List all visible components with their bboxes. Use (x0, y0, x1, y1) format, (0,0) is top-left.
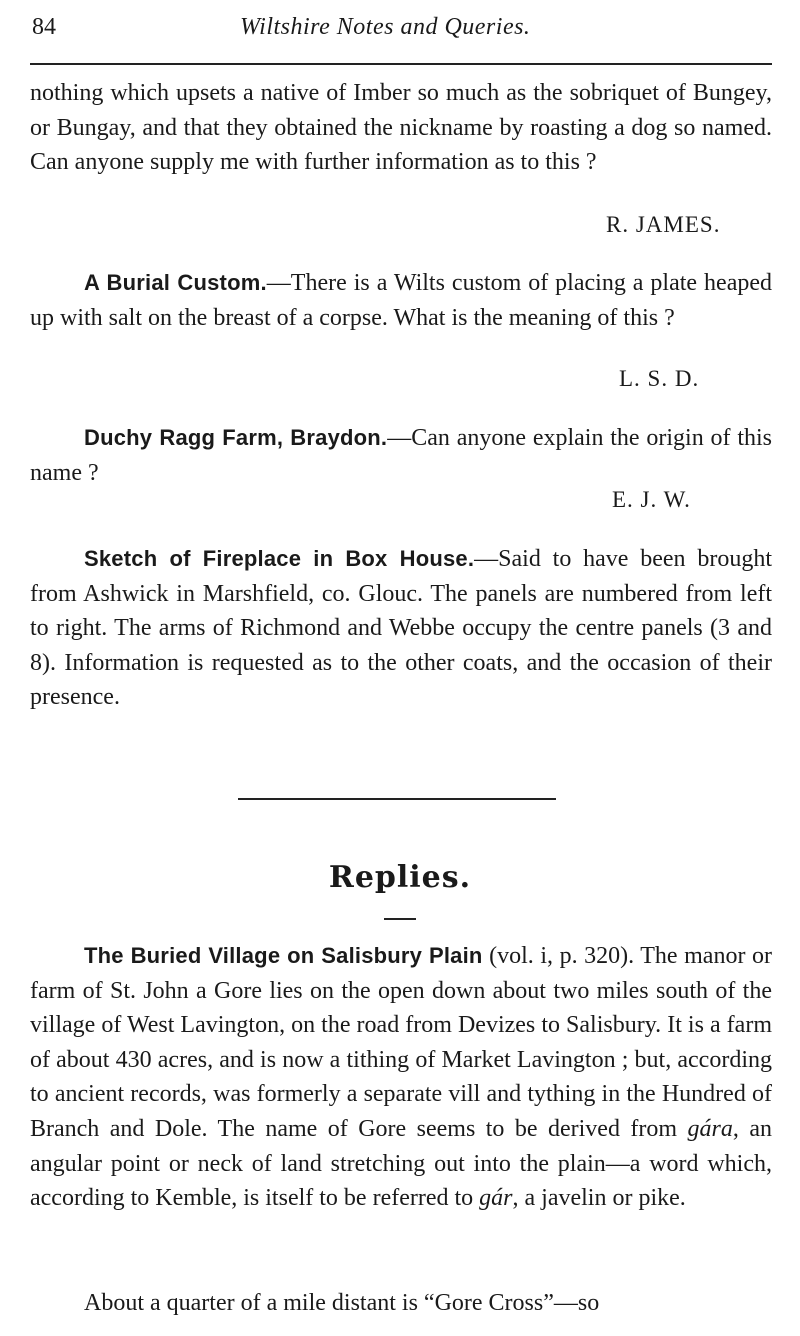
body-duchy-ragg: —Can anyone explain the origin of this name ? (30, 425, 772, 486)
body-burial-custom: —There is a Wilts custom of placing a plate heaped up with salt on the breast of a corpse. What is the meaning of this ? (30, 270, 772, 331)
query-box-house (30, 542, 772, 715)
heading-buried-village: The Buried Village on Salisbury Plain (84, 943, 483, 968)
reply-text-part3: , a javelin or pike. (512, 1185, 686, 1212)
replies-short-rule (384, 918, 416, 920)
signature-r-james: R. JAMES. (606, 212, 721, 237)
reply-text-part1: (vol. i, p. 320). The manor or farm of St. John a Gore lies on the open down about two miles south of the village of West Lavington, on the road from Devizes to Salisbury. It is a farm of about 430 acres, and is now a tithing of Market Lavington ; but, according to ancient records, was formerly a separate vill and tything in the Hundred of Branch and Dole. The name of Gore seems to be derived from (30, 943, 772, 1142)
heading-burial-custom: A Burial Custom. (84, 270, 267, 295)
query-burial-custom (30, 266, 772, 335)
replies-title: Replies. (328, 860, 472, 895)
word-gara: gára (687, 1115, 733, 1142)
section-divider-rule (238, 798, 556, 800)
signature-ejw: E. J. W. (612, 487, 691, 512)
word-gar: gár (479, 1185, 513, 1212)
query-paragraph-imber: nothing which upsets a native of Imber so much as the sobriquet of Bungey, or Bungay, and that they obtained the nickname by roasting a dog so named. Can anyone supply me with further information as to this ? (30, 80, 772, 176)
page-number: 84 (32, 14, 56, 40)
reply-gore-cross-paragraph: About a quarter of a mile distant is “Gore Cross”—so (84, 1290, 600, 1316)
query-duchy-ragg (30, 421, 772, 490)
running-title: Wiltshire Notes and Queries. (240, 14, 531, 40)
signature-lsd: L. S. D. (619, 366, 700, 391)
body-box-house: —Said to have been brought from Ashwick in Marshfield, co. Glouc. The panels are numbered from left to right. The arms of Richmond and Webbe occupy the centre panels (3 and 8). Information is requested as to the other coats, and the occasion of their presence. (30, 546, 772, 711)
heading-duchy-ragg: Duchy Ragg Farm, Braydon. (84, 425, 388, 450)
heading-box-house: Sketch of Fireplace in Box House. (84, 546, 475, 571)
reply-buried-village (30, 939, 772, 1216)
reply-text-part2: , an angular point or neck of land stretching out into the plain—a word which, according to Kemble, is itself to be referred to (30, 1115, 772, 1212)
header-rule (30, 63, 772, 65)
